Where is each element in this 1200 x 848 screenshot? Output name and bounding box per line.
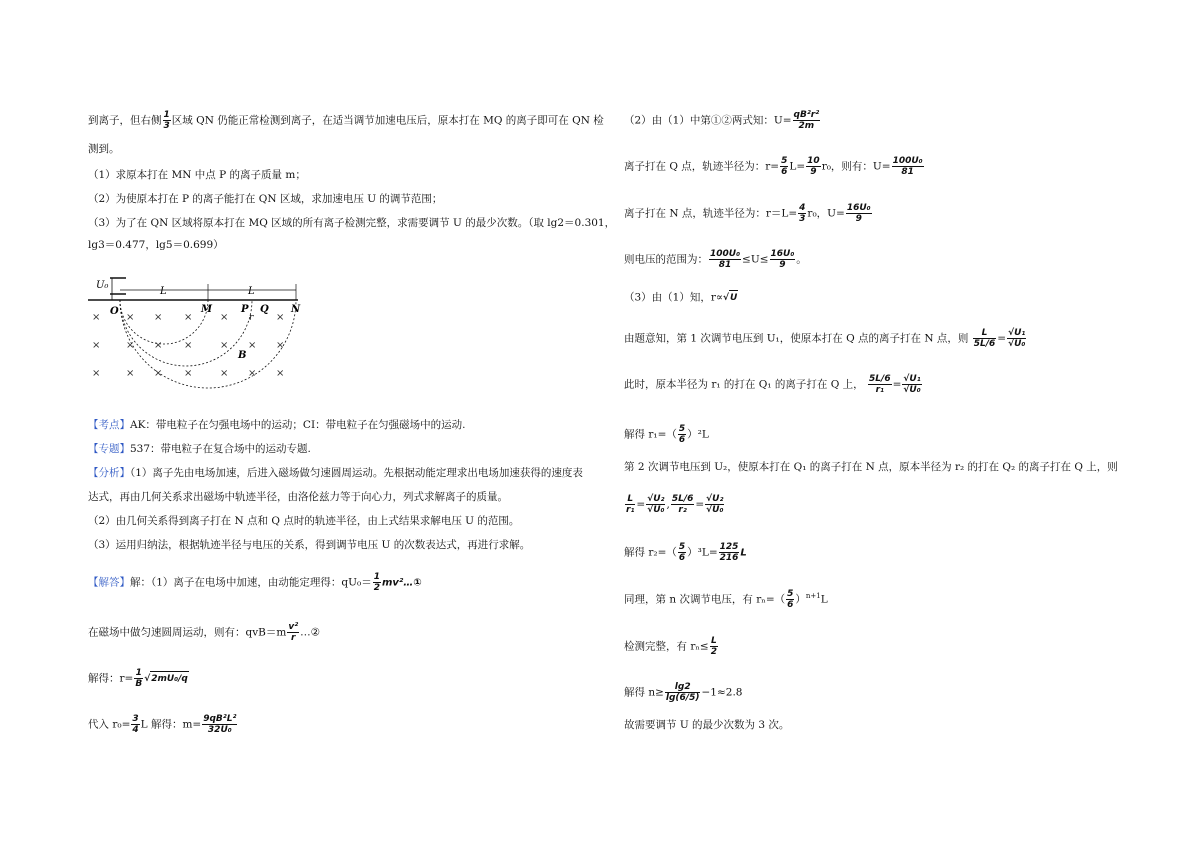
b-label: B: [238, 350, 247, 361]
cross-icon: ×: [92, 368, 101, 379]
point-m: M: [201, 304, 213, 315]
text-line: 则电压的范围为： $\frac{\text{100U₀}}{81}$ ≤U≤ $\frac{\text{16U₀}}{9}$ 。: [624, 249, 807, 270]
question-2: （2）为使原本打在 P 的离子能打在 QN 区域，求加速电压 U 的调节范围；: [88, 193, 443, 205]
text-line: 同理，第 n 次调节电压，有 rₙ=（ $\frac{5}{6}$ ）$^{n+1}$L: [624, 589, 828, 610]
cross-icon: ×: [92, 340, 101, 351]
fraction-mass: $\frac{\text{9qB²L²}}{\text{32U₀}}$: [203, 714, 237, 735]
cross-icon: ×: [92, 312, 101, 323]
fenxi-line: 【分析】（1）离子先由电场加速，后进入磁场做匀速圆周运动。先根据动能定理求出电场加速获得的速度表: [88, 467, 583, 479]
text-line: （2）由（1）中第①②两式知：U= $\frac{\text{qB²r²}}{2m}$: [624, 110, 820, 131]
text-line: 离子打在 Q 点，轨迹半径为：r= $\frac{5}{6}$ L= $\frac{10}{9}$ r₀，则有：U= $\frac{\text{100U₀}}{81}$: [624, 156, 923, 177]
fraction-half: $\frac{1}{2}$: [373, 572, 380, 593]
cross-icon: ×: [184, 368, 193, 379]
sqrt-icon: √U: [723, 290, 738, 305]
text-line: 此时，原本半径为 r₁ 的打在 Q₁ 的离子打在 Q 上， $\frac{5L/6}{\text{r₁}}$ = $\frac{\text{√U₁}}{\text{√U₀}}$: [624, 374, 921, 395]
fenxi-line-3: （2）由几何关系得到离子打在 N 点和 Q 点时的轨迹半径，由上式结果求解电压 U 的范围。: [88, 515, 520, 527]
cross-icon: ×: [276, 312, 285, 323]
fenxi-line-4: （3）运用归纳法，根据轨迹半径与电压的关系，得到调节电压 U 的次数表达式，再进行求解。: [88, 539, 531, 551]
cross-icon: ×: [248, 340, 257, 351]
l-label-1: L: [160, 286, 167, 297]
cross-icon: ×: [126, 368, 135, 379]
jieda-line-3: 解得：r= $\frac{1}{B}$ √2mU₀/q: [88, 668, 188, 689]
zhuanti-tag: 【专题】: [88, 443, 130, 455]
cross-icon: ×: [154, 340, 163, 351]
cross-icon: ×: [154, 312, 163, 323]
text-line: 测到。: [88, 143, 120, 155]
fraction: $\frac{1}{3}$: [163, 110, 170, 131]
sqrt-icon: √2mU₀/q: [144, 671, 189, 686]
cross-icon: ×: [126, 340, 135, 351]
point-n: N: [291, 304, 301, 315]
text: 到离子，但右侧: [88, 114, 162, 127]
fraction-3-4: $\frac{3}{4}$: [132, 714, 139, 735]
text-line: 检测完整，有 rₙ≤ $\frac{L}{2}$: [624, 636, 717, 657]
r-label: r: [249, 313, 254, 323]
u0-label: U₀: [96, 280, 109, 291]
text: 区域 QN 仍能正常检测到离子，在适当调节加速电压后，原本打在 MQ 的离子即可在 QN 检: [171, 114, 604, 127]
kaodian-tag: 【考点】: [88, 419, 130, 431]
cross-icon: ×: [220, 312, 229, 323]
text-line: （3）由（1）知，r∝√U: [624, 291, 738, 304]
fraction-1-b: $\frac{1}{B}$: [135, 668, 143, 689]
field-crosses: [92, 312, 284, 379]
fenxi-tag: 【分析】: [88, 467, 130, 479]
jieda-line: 【解答】解：（1）离子在电场中加速，由动能定理得：qU₀＝ $\frac{1}{2}$ mv²…①: [88, 572, 422, 593]
kaodian-line: 【考点】AK：带电粒子在匀强电场中的运动；CI：带电粒子在匀强磁场中的运动.: [88, 419, 466, 431]
cross-icon: ×: [220, 340, 229, 351]
cross-icon: ×: [126, 312, 135, 323]
jieda-line-2: 在磁场中做匀速圆周运动，则有：qvB＝m $\frac{\text{v²}}{r}$ …②: [88, 622, 321, 643]
zhuanti-line: 【专题】537：带电粒子在复合场中的运动专题.: [88, 443, 311, 455]
fraction-v2-r: $\frac{\text{v²}}{r}$: [288, 622, 299, 643]
point-q: Q: [260, 304, 269, 315]
cross-icon: ×: [184, 340, 193, 351]
text-line: 由题意知，第 1 次调节电压到 U₁，使原本打在 Q 点的离子打在 N 点，则 $\frac{L}{5L/6}$ = $\frac{\text{√U₁}}{\text{√U₀}}$: [624, 328, 1026, 349]
point-p: P: [241, 304, 249, 315]
text-line: $\frac{L}{\text{r₁}}$ = $\frac{\text{√U₂}}{\text{√U₀}}$ , $\frac{5L/6}{\text{r₂}}$ = $\frac{\text{√U₂}}{\text{√U₀}}$: [626, 494, 724, 515]
cross-icon: ×: [276, 340, 285, 351]
magnetic-field-diagram: [88, 272, 313, 392]
jieda-tag: 【解答】: [88, 576, 130, 589]
text-line: 离子打在 N 点，轨迹半径为：r＝L= $\frac{4}{3}$ r₀，U= $\frac{\text{16U₀}}{9}$: [624, 203, 871, 224]
text-line: 解得 n≥ $\frac{\lg 2}{\lg(6/5)}$ −1≈2.8: [624, 682, 743, 703]
conclusion: 故需要调节 U 的最少次数为 3 次。: [624, 719, 790, 731]
cross-icon: ×: [154, 368, 163, 379]
l-label-2: L: [248, 286, 255, 297]
fenxi-line-2: 达式，再由几何关系求出磁场中轨迹半径，由洛伦兹力等于向心力，列式求解离子的质量。: [88, 491, 508, 503]
text-line: [88, 110, 604, 131]
point-o: O: [110, 306, 119, 317]
question-3-cont: lg3＝0.477，lg5＝0.699）: [88, 239, 224, 251]
text-line: 第 2 次调节电压到 U₂，使原本打在 Q₁ 的离子打在 N 点，原本半径为 r₂ 的打在 Q₂ 的离子打在 Q 上，则: [624, 461, 1118, 473]
cross-icon: ×: [184, 312, 193, 323]
jieda-line-4: 代入 r₀= $\frac{3}{4}$ L 解得：m= $\frac{\text{9qB²L²}}{\text{32U₀}}$: [88, 714, 237, 735]
cross-icon: ×: [248, 368, 257, 379]
text-line: 解得 r₁=（ $\frac{5}{6}$ ）²L: [624, 424, 709, 445]
question-3: （3）为了在 QN 区域将原本打在 MQ 区域的所有离子检测完整，求需要调节 U 的最少次数。（取 lg2＝0.301，: [88, 217, 616, 229]
cross-icon: ×: [276, 368, 285, 379]
cross-icon: ×: [220, 368, 229, 379]
fraction: $\frac{\text{qB²r²}}{2m}$: [793, 110, 820, 131]
question-1: （1）求原本打在 MN 中点 P 的离子质量 m；: [88, 169, 306, 181]
text-line: 解得 r₂=（ $\frac{5}{6}$ ）³L= $\frac{125}{216}$ L: [624, 542, 747, 563]
